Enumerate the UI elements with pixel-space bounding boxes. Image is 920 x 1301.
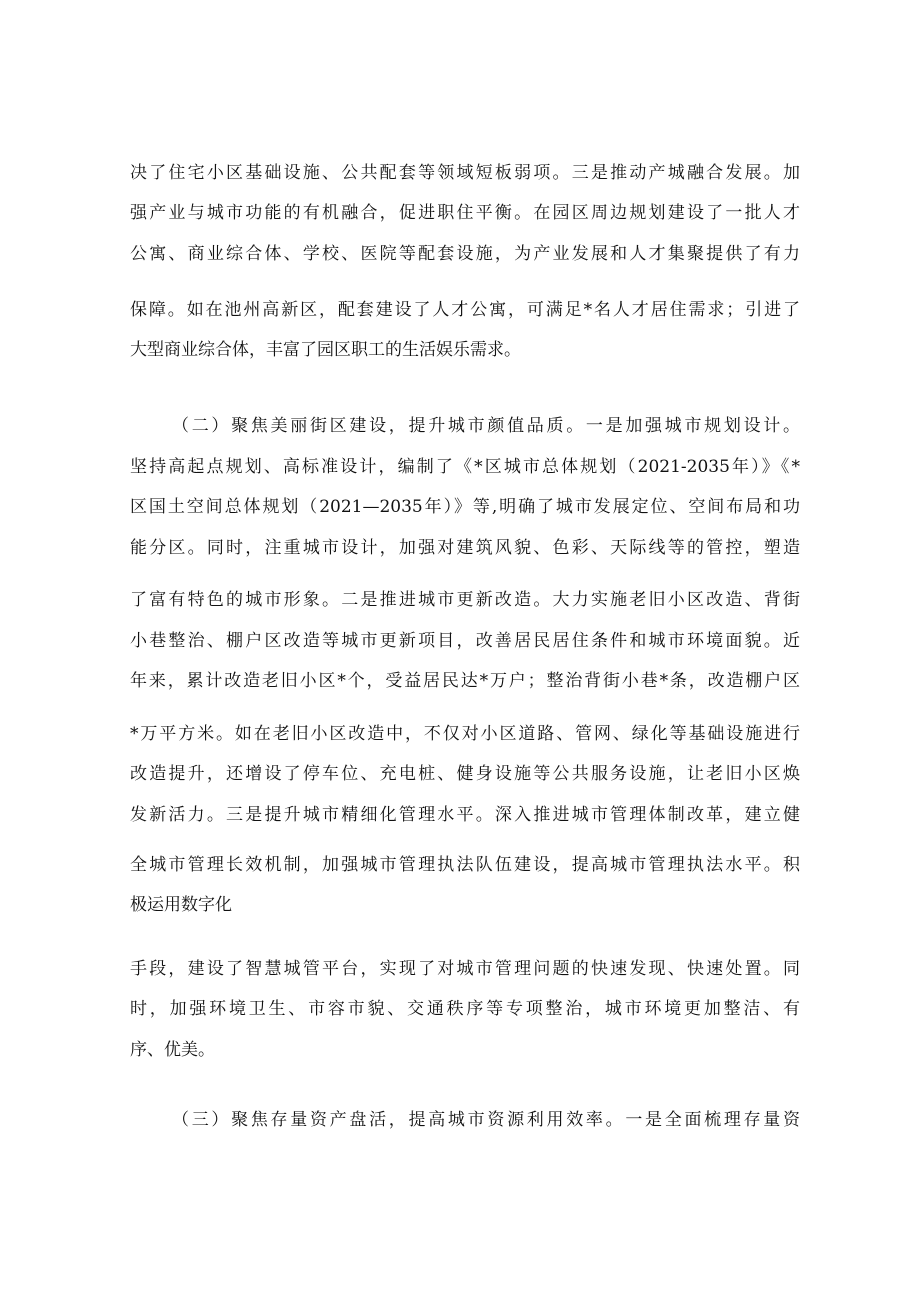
paragraph-line: 时，加强环境卫生、市容市貌、交通秩序等专项整治，城市环境更加整洁、有 bbox=[130, 999, 800, 1019]
paragraph-line: 强产业与城市功能的有机融合，促进职住平衡。在园区周边规划建设了一批人才 bbox=[130, 203, 800, 223]
paragraph-line: 大型商业综合体，丰富了园区职工的生活娱乐需求。 bbox=[130, 340, 521, 360]
paragraph-line: *万平方米。如在老旧小区改造中，不仅对小区道路、管网、绿化等基础设施进行 bbox=[130, 724, 800, 744]
paragraph-line: 公寓、商业综合体、学校、医院等配套设施，为产业发展和人才集聚提供了有力 bbox=[130, 244, 800, 264]
paragraph-line: 区国土空间总体规划（2021—2035年）》等,明确了城市发展定位、空间布局和功 bbox=[130, 497, 800, 517]
section-heading-line: （二）聚焦美丽街区建设，提升城市颜值品质。一是加强城市规划设计。 bbox=[172, 416, 800, 436]
paragraph-line: 发新活力。三是提升城市精细化管理水平。深入推进城市管理体制改革，建立健 bbox=[130, 805, 800, 825]
paragraph-line: 序、优美。 bbox=[130, 1040, 215, 1060]
paragraph-line: 决了住宅小区基础设施、公共配套等领域短板弱项。三是推动产城融合发展。加 bbox=[130, 163, 800, 183]
paragraph-line: 年来，累计改造老旧小区*个，受益居民达*万户；整治背街小巷*条，改造棚户区 bbox=[130, 671, 800, 691]
paragraph-line: 坚持高起点规划、高标准设计，编制了《*区城市总体规划（2021-2035年）》《* bbox=[130, 457, 800, 477]
paragraph-line: 能分区。同时，注重城市设计，加强对建筑风貌、色彩、天际线等的管控，塑造 bbox=[130, 538, 800, 558]
paragraph-line: 了富有特色的城市形象。二是推进城市更新改造。大力实施老旧小区改造、背街 bbox=[130, 590, 800, 610]
paragraph-line: 小巷整治、棚户区改造等城市更新项目，改善居民居住条件和城市环境面貌。近 bbox=[130, 631, 800, 651]
paragraph-line: 改造提升，还增设了停车位、充电桩、健身设施等公共服务设施，让老旧小区焕 bbox=[130, 764, 800, 784]
section-heading-line: （三）聚焦存量资产盘活，提高城市资源利用效率。一是全面梳理存量资 bbox=[172, 1110, 800, 1130]
paragraph-line: 保障。如在池州高新区，配套建设了人才公寓，可满足*名人才居住需求；引进了 bbox=[130, 300, 800, 320]
paragraph-line: 极运用数字化 bbox=[130, 895, 232, 915]
paragraph-line: 手段，建设了智慧城管平台，实现了对城市管理问题的快速发现、快速处置。同 bbox=[130, 959, 800, 979]
paragraph-line: 全城市管理长效机制，加强城市管理执法队伍建设，提高城市管理执法水平。积 bbox=[130, 855, 800, 875]
